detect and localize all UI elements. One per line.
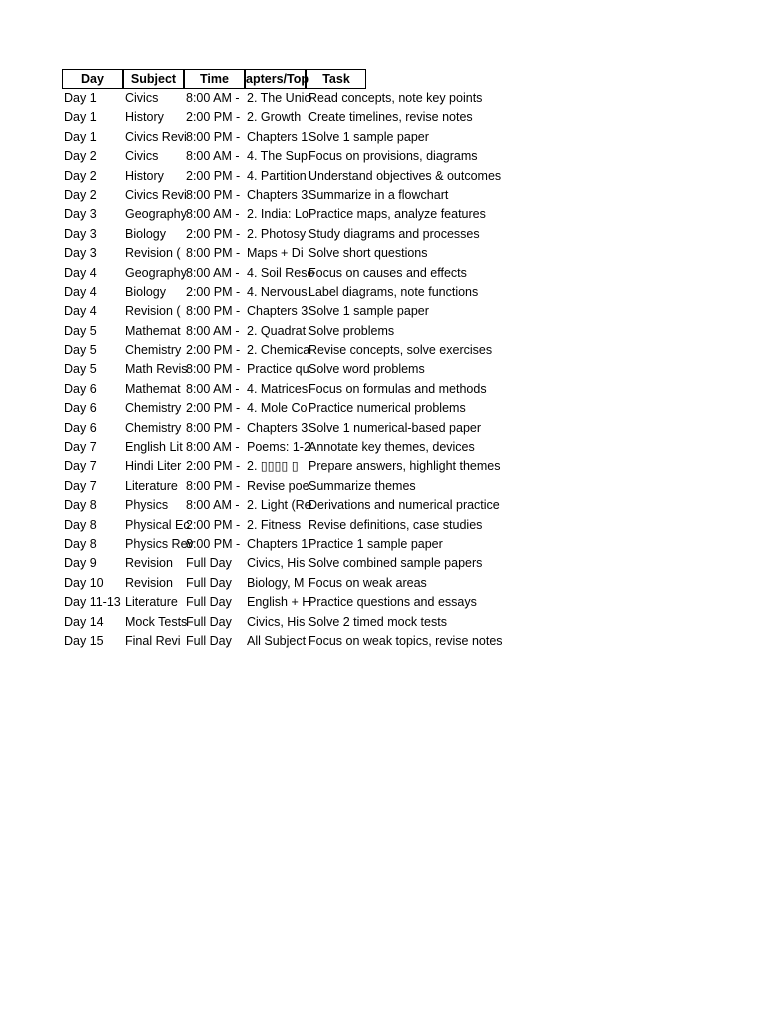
cell-task[interactable]: Revise concepts, solve exercises <box>308 343 493 358</box>
cell-day[interactable]: Day 3 <box>64 226 97 241</box>
cell-day[interactable]: Day 1 <box>64 129 97 144</box>
cell-time[interactable]: 8:00 AM - <box>186 265 240 280</box>
cell-day[interactable]: Day 4 <box>64 265 97 280</box>
cell-chapters[interactable]: Chapters 3 <box>247 304 309 319</box>
cell-chapters[interactable]: English + H <box>247 595 312 610</box>
cell-task[interactable]: Solve 1 sample paper <box>308 129 429 144</box>
cell-chapters[interactable]: Chapters 1 <box>247 536 309 551</box>
cell-time[interactable]: 2:00 PM - <box>186 343 241 358</box>
cell-time[interactable]: 2:00 PM - <box>186 168 241 183</box>
cell-time[interactable]: 8:00 AM - <box>186 381 240 396</box>
cell-subject[interactable]: Mathemat <box>125 323 181 338</box>
header-time[interactable]: Time <box>184 69 245 89</box>
cell-chapters[interactable]: 2. Photosy <box>247 226 307 241</box>
cell-chapters[interactable]: Practice qu <box>247 362 310 377</box>
cell-time[interactable]: 8:00 AM - <box>186 207 240 222</box>
cell-task[interactable]: Solve combined sample papers <box>308 556 483 571</box>
cell-day[interactable]: Day 5 <box>64 343 97 358</box>
cell-time[interactable]: 8:00 PM - <box>186 187 241 202</box>
cell-subject[interactable]: Final Revi <box>125 633 181 648</box>
cell-time[interactable]: 2:00 PM - <box>186 401 241 416</box>
cell-task[interactable]: Focus on weak topics, revise notes <box>308 633 503 648</box>
cell-task[interactable]: Understand objectives & outcomes <box>308 168 502 183</box>
cell-chapters[interactable]: Poems: 1-2 <box>247 440 311 455</box>
cell-day[interactable]: Day 11-13 <box>64 595 121 610</box>
cell-subject[interactable]: Revision ( <box>125 304 181 319</box>
cell-subject[interactable]: History <box>125 168 164 183</box>
cell-subject[interactable]: Mock Tests <box>125 614 188 629</box>
cell-chapters[interactable]: 4. The Sup <box>247 149 308 164</box>
cell-chapters[interactable]: 2. Quadrat <box>247 323 307 338</box>
cell-task[interactable]: Solve word problems <box>308 362 425 377</box>
cell-task[interactable]: Practice questions and essays <box>308 595 477 610</box>
cell-subject[interactable]: English Lit <box>125 440 183 455</box>
cell-day[interactable]: Day 14 <box>64 614 104 629</box>
cell-subject[interactable]: Revision <box>125 575 173 590</box>
cell-chapters[interactable]: 2. India: Lo <box>247 207 309 222</box>
cell-time[interactable]: 8:00 PM - <box>186 362 241 377</box>
cell-time[interactable]: 8:00 AM - <box>186 323 240 338</box>
cell-task[interactable]: Solve problems <box>308 323 395 338</box>
cell-day[interactable]: Day 2 <box>64 149 97 164</box>
cell-subject[interactable]: Math Revis <box>125 362 188 377</box>
cell-task[interactable]: Derivations and numerical practice <box>308 498 500 513</box>
cell-time[interactable]: 8:00 PM - <box>186 304 241 319</box>
cell-chapters[interactable]: 4. Soil Reso <box>247 265 315 280</box>
cell-task[interactable]: Annotate key themes, devices <box>308 440 475 455</box>
cell-chapters[interactable]: All Subject <box>247 633 307 648</box>
cell-subject[interactable]: Geography <box>125 207 187 222</box>
cell-task[interactable]: Summarize themes <box>308 478 416 493</box>
cell-time[interactable]: Full Day <box>186 595 232 610</box>
cell-day[interactable]: Day 2 <box>64 168 97 183</box>
cell-chapters[interactable]: Revise poe <box>247 478 310 493</box>
cell-subject[interactable]: Civics Revi <box>125 129 187 144</box>
cell-time[interactable]: Full Day <box>186 556 232 571</box>
cell-time[interactable]: 2:00 PM - <box>186 110 241 125</box>
cell-day[interactable]: Day 6 <box>64 381 97 396</box>
cell-day[interactable]: Day 8 <box>64 517 97 532</box>
cell-subject[interactable]: Chemistry <box>125 420 182 435</box>
cell-subject[interactable]: Civics <box>125 91 159 105</box>
header-day[interactable]: Day <box>62 69 123 89</box>
cell-time[interactable]: 8:00 PM - <box>186 246 241 261</box>
cell-time[interactable]: 8:00 AM - <box>186 498 240 513</box>
cell-day[interactable]: Day 15 <box>64 633 104 648</box>
cell-task[interactable]: Solve 2 timed mock tests <box>308 614 447 629</box>
cell-day[interactable]: Day 3 <box>64 207 97 222</box>
cell-task[interactable]: Focus on formulas and methods <box>308 381 487 396</box>
cell-subject[interactable]: Chemistry <box>125 401 182 416</box>
cell-task[interactable]: Solve short questions <box>308 246 428 261</box>
cell-subject[interactable]: Civics <box>125 149 159 164</box>
header-subject[interactable]: Subject <box>123 69 184 89</box>
cell-task[interactable]: Label diagrams, note functions <box>308 284 479 299</box>
cell-time[interactable]: 8:00 AM - <box>186 440 240 455</box>
cell-chapters[interactable]: Civics, His <box>247 556 306 571</box>
cell-day[interactable]: Day 1 <box>64 110 97 125</box>
cell-time[interactable]: 8:00 PM - <box>186 129 241 144</box>
cell-task[interactable]: Read concepts, note key points <box>308 91 483 105</box>
cell-subject[interactable]: Physical Ec <box>125 517 190 532</box>
cell-chapters[interactable]: 4. Mole Co <box>247 401 308 416</box>
cell-subject[interactable]: Biology <box>125 284 166 299</box>
cell-time[interactable]: 2:00 PM - <box>186 517 241 532</box>
cell-chapters[interactable]: Civics, His <box>247 614 306 629</box>
cell-subject[interactable]: Chemistry <box>125 343 182 358</box>
cell-time[interactable]: Full Day <box>186 614 232 629</box>
cell-day[interactable]: Day 8 <box>64 536 97 551</box>
cell-day[interactable]: Day 1 <box>64 91 97 105</box>
cell-chapters[interactable]: Chapters 1 <box>247 129 309 144</box>
cell-subject[interactable]: History <box>125 110 164 125</box>
cell-task[interactable]: Practice maps, analyze features <box>308 207 486 222</box>
cell-subject[interactable]: Revision <box>125 556 173 571</box>
cell-task[interactable]: Summarize in a flowchart <box>308 187 449 202</box>
cell-task[interactable]: Practice 1 sample paper <box>308 536 443 551</box>
cell-task[interactable]: Practice numerical problems <box>308 401 466 416</box>
cell-subject[interactable]: Biology <box>125 226 166 241</box>
cell-task[interactable]: Focus on provisions, diagrams <box>308 149 478 164</box>
cell-chapters[interactable]: 2. Fitness <box>247 517 302 532</box>
cell-day[interactable]: Day 10 <box>64 575 104 590</box>
cell-task[interactable]: Focus on weak areas <box>308 575 427 590</box>
cell-time[interactable]: Full Day <box>186 633 232 648</box>
cell-subject[interactable]: Hindi Liter <box>125 459 182 474</box>
cell-chapters[interactable]: 2. The Unio <box>247 91 312 105</box>
cell-day[interactable]: Day 6 <box>64 420 97 435</box>
cell-day[interactable]: Day 7 <box>64 478 97 493</box>
cell-time[interactable]: Full Day <box>186 575 232 590</box>
cell-day[interactable]: Day 4 <box>64 304 97 319</box>
header-chapters[interactable]: apters/Top <box>245 69 306 89</box>
cell-time[interactable]: 2:00 PM - <box>186 284 241 299</box>
cell-time[interactable]: 8:00 PM - <box>186 478 241 493</box>
cell-task[interactable]: Prepare answers, highlight themes <box>308 459 501 474</box>
cell-time[interactable]: 8:00 AM - <box>186 91 240 105</box>
cell-subject[interactable]: Physics Rev <box>125 536 194 551</box>
cell-task[interactable]: Solve 1 numerical-based paper <box>308 420 482 435</box>
cell-time[interactable]: 2:00 PM - <box>186 226 241 241</box>
cell-chapters[interactable]: 2. ▯▯▯▯ ▯ <box>247 459 299 474</box>
cell-subject[interactable]: Literature <box>125 478 178 493</box>
header-task[interactable]: Task <box>306 69 366 89</box>
cell-chapters[interactable]: 2. Light (Re <box>247 498 312 513</box>
cell-day[interactable]: Day 2 <box>64 187 97 202</box>
cell-time[interactable]: 8:00 PM - <box>186 420 241 435</box>
cell-chapters[interactable]: 4. Partition <box>247 168 307 183</box>
cell-day[interactable]: Day 4 <box>64 284 97 299</box>
cell-day[interactable]: Day 7 <box>64 440 97 455</box>
cell-chapters[interactable]: 4. Matrices <box>247 381 309 396</box>
cell-day[interactable]: Day 6 <box>64 401 97 416</box>
cell-task[interactable]: Study diagrams and processes <box>308 226 480 241</box>
cell-subject[interactable]: Civics Revi <box>125 187 187 202</box>
cell-task[interactable]: Focus on causes and effects <box>308 265 467 280</box>
cell-task[interactable]: Revise definitions, case studies <box>308 517 483 532</box>
cell-day[interactable]: Day 3 <box>64 246 97 261</box>
cell-day[interactable]: Day 8 <box>64 498 97 513</box>
cell-chapters[interactable]: Chapters 3 <box>247 187 309 202</box>
cell-time[interactable]: 8:00 PM - <box>186 536 241 551</box>
cell-chapters[interactable]: Maps + Di <box>247 246 304 261</box>
cell-day[interactable]: Day 7 <box>64 459 97 474</box>
cell-task[interactable]: Create timelines, revise notes <box>308 110 473 125</box>
cell-time[interactable]: 2:00 PM - <box>186 459 241 474</box>
cell-subject[interactable]: Geography <box>125 265 187 280</box>
cell-subject[interactable]: Physics <box>125 498 169 513</box>
cell-subject[interactable]: Mathemat <box>125 381 181 396</box>
cell-subject[interactable]: Revision ( <box>125 246 181 261</box>
cell-day[interactable]: Day 5 <box>64 362 97 377</box>
cell-task[interactable]: Solve 1 sample paper <box>308 304 429 319</box>
cell-day[interactable]: Day 5 <box>64 323 97 338</box>
cell-time[interactable]: 8:00 AM - <box>186 149 240 164</box>
cell-chapters[interactable]: 4. Nervous <box>247 284 308 299</box>
cell-chapters[interactable]: 2. Growth <box>247 110 302 125</box>
cell-chapters[interactable]: Chapters 3 <box>247 420 309 435</box>
cell-chapters[interactable]: Biology, M <box>247 575 305 590</box>
cell-chapters[interactable]: 2. Chemica <box>247 343 311 358</box>
cell-day[interactable]: Day 9 <box>64 556 97 571</box>
cell-subject[interactable]: Literature <box>125 595 178 610</box>
